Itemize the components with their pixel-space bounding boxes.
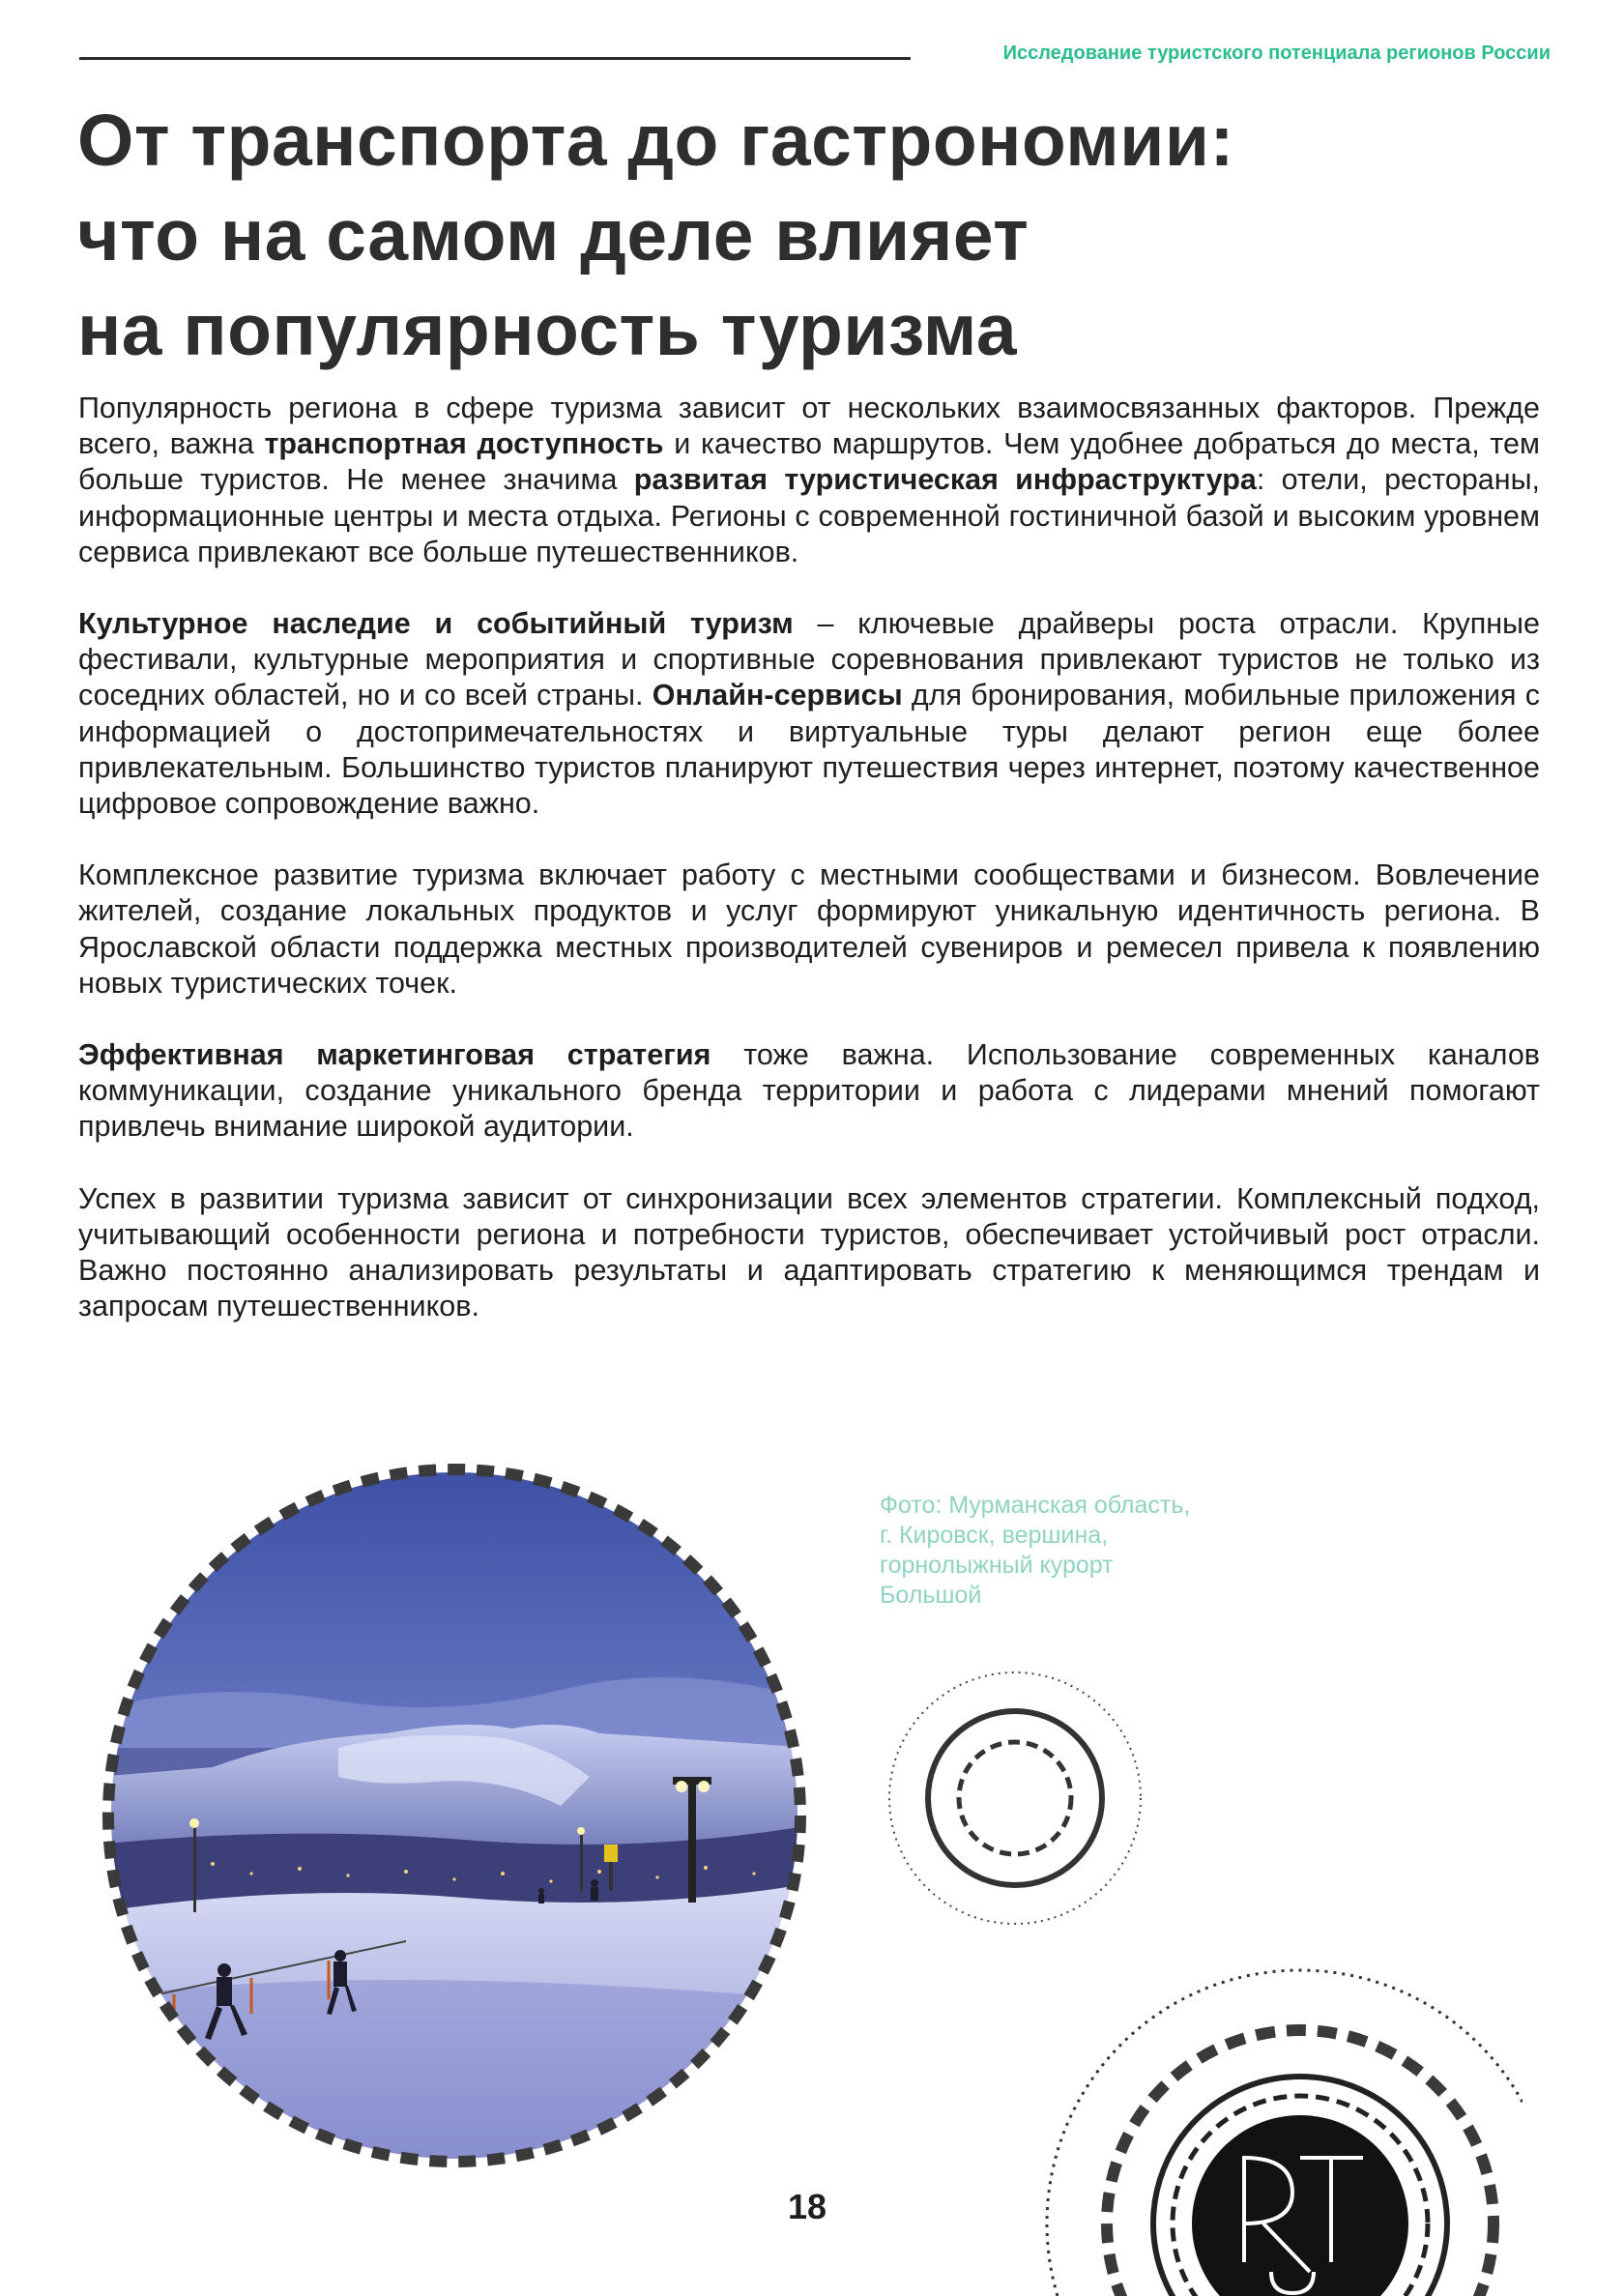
emphasis-heritage: Культурное наследие и событийный туризм: [78, 607, 794, 641]
paragraph-5: Успех в развитии туризма зависит от синхронизации всех элементов стратегии. Комплексный подход, учитывающий особенности региона и потребности туристов, обеспечивает устойчивый рост отрасли. Важно постоянно анализировать результаты и адаптировать стратегию к меняющимся трендам и запросам путешественников.: [78, 1181, 1540, 1323]
emphasis-online: Онлайн-сервисы: [652, 679, 903, 712]
page-number: 18: [787, 2187, 827, 2226]
ski-resort-photo: [97, 1458, 812, 2173]
logo-emblem: [1039, 1933, 1522, 2296]
article-body: [78, 391, 1540, 1360]
page-title: [77, 93, 1547, 377]
paragraph-3: Комплексное развитие туризма включает работу с местными сообществами и бизнесом. Вовлечение жителей, создание локальных продуктов и услуг формируют уникальную идентичность региона. В Ярославской области поддержка местных производителей сувениров и ремесел привела к появлению новых туристических точек.: [78, 858, 1540, 1000]
photo-caption: Фото: Мурманская область, г. Кировск, вершина, горнолыжный курорт Большой: [880, 1492, 1191, 1609]
header-rule: [79, 57, 911, 60]
emphasis-marketing: Эффективная маркетинговая стратегия: [78, 1038, 711, 1072]
emphasis-transport: транспортная доступность: [264, 427, 664, 461]
paragraph-1: Популярность региона в сфере туризма зависит от нескольких взаимосвязанных факторов. Прежде всего, важна транспортная доступность и качество маршрутов. Чем удобнее добраться до места, тем больше туристов. Не менее значима развитая туристическая инфраструктура: отели, рестораны, информационные центры и места отдыха. Регионы с современной гостиничной базой и высоким уровнем сервиса привлекают все больше путешественников.: [78, 392, 1540, 568]
title-line-3: на популярность туризма: [77, 289, 1018, 370]
paragraph-4: Эффективная маркетинговая стратегия тоже важна. Использование современных каналов коммуникации, создание уникального бренда территории и работа с лидерами мнений помогают привлечь внимание широкой аудитории.: [78, 1038, 1540, 1144]
running-header: Исследование туристского потенциала регионов России: [1002, 43, 1551, 64]
decorative-circles-icon: [884, 1668, 1146, 1929]
emphasis-infrastructure: развитая туристическая инфраструктура: [633, 463, 1257, 497]
title-line-2: что на самом деле влияет: [77, 194, 1030, 276]
title-line-1: От транспорта до гастрономии:: [77, 100, 1234, 181]
photo-circle: [97, 1458, 812, 2173]
paragraph-2: Культурное наследие и событийный туризм – ключевые драйверы роста отрасли. Крупные фестивали, культурные мероприятия и спортивные соревнования привлекают туристов не только из соседних областей, но и со всей страны. Онлайн-сервисы для бронирования, мобильные приложения с информацией о достопримечательностях и виртуальные туры делают регион еще более привлекательным. Большинство туристов планируют путешествия через интернет, поэтому качественное цифровое сопровождение важно.: [78, 607, 1540, 821]
